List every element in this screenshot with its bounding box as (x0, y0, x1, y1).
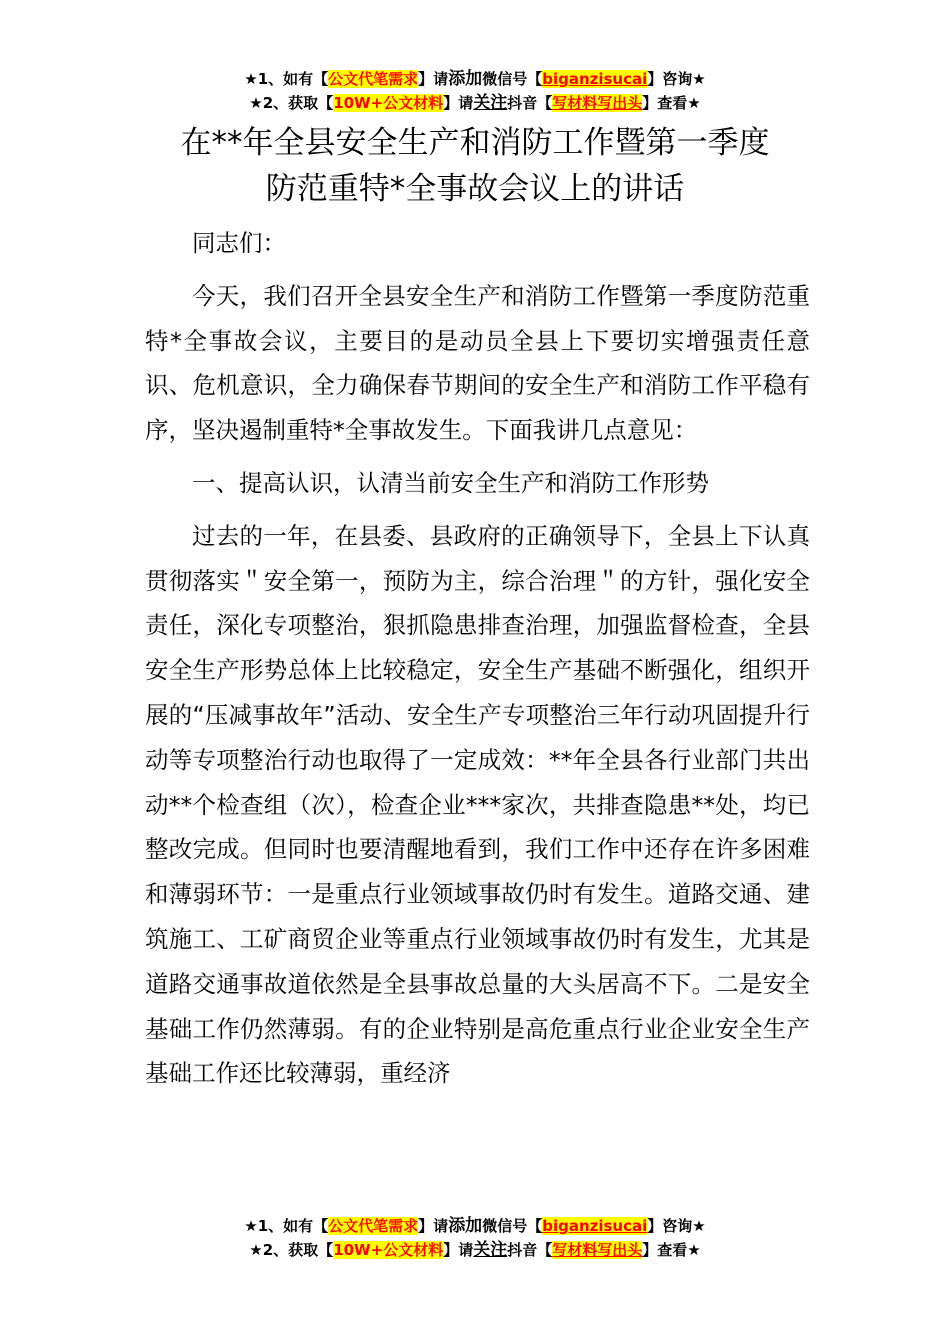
paragraph-situation: 过去的一年，在县委、县政府的正确领导下，全县上下认真贯彻落实＂安全第一，预防为主，综合治理＂的方针，强化安全责任，深化专项整治，狠抓隐患排查治理，加强监督检查，全县安全生产形势总体上比较稳定，安全生产基础不断强化，组织开展的“压减事故年”活动、安全生产专项整治三年行动巩固提升行动等专项整治行动也取得了一定成效：**年全县各行业部门共出动**个检查组（次），检查企业***家次，共排查隐患**处，均已整改完成。但同时也要清醒地看到，我们工作中还存在许多困难和薄弱环节：一是重点行业领域事故仍时有发生。道路交通、建筑施工、工矿商贸企业等重点行业领域事故仍时有发生，尤其是道路交通事故道依然是全县事故总量的大头居高不下。二是安全基础工作仍然薄弱。有的企业特别是高危重点行业企业安全生产基础工作还比较薄弱，重经济 (145, 521, 810, 1088)
promo-materials-highlight: 10W+公文材料 (333, 94, 444, 112)
promo-service-highlight: 公文代笔需求 (328, 1217, 419, 1235)
promo-line-2-mid: 】请 (443, 1241, 474, 1259)
promo-line-2-prefix: ★2、获取【 (249, 94, 334, 112)
promo-line-1-mid2: 微信号【 (482, 1217, 543, 1235)
promo-line-2-mid2: 抖音【 (507, 94, 553, 112)
promo-line-1-prefix: ★1、如有【 (244, 70, 329, 88)
douyin-account-link[interactable]: 写材料写出头 (552, 94, 643, 112)
promo-line-2 (0, 1238, 950, 1262)
document-title (0, 120, 950, 212)
paragraph-intro: 今天，我们召开全县安全生产和消防工作暨第一季度防范重特*全事故会议，主要目的是动员全县上下要切实增强责任意识、危机意识，全力确保春节期间的安全生产和消防工作平稳有序，坚决遏制重特*全事故发生。下面我讲几点意见： (145, 281, 810, 445)
footer-promo-banner (0, 1214, 950, 1262)
promo-line-1-suffix: 】咨询★ (647, 70, 706, 88)
promo-line-1-prefix: ★1、如有【 (244, 1217, 329, 1235)
promo-line-2-mid: 】请 (443, 94, 474, 112)
promo-line-2-mid2: 抖音【 (507, 1241, 553, 1259)
promo-line-1-emphasis: 添加 (448, 69, 483, 89)
promo-line-1-suffix: 】咨询★ (647, 1217, 706, 1235)
promo-materials-highlight: 10W+公文材料 (333, 1241, 444, 1259)
promo-line-1-mid: 】请 (418, 1217, 449, 1235)
promo-line-2-suffix: 】查看★ (642, 1241, 701, 1259)
promo-line-1-mid2: 微信号【 (482, 70, 543, 88)
wechat-id-link[interactable]: biganzisucai (542, 1217, 648, 1235)
salutation: 同志们： (192, 229, 286, 257)
promo-line-2-suffix: 】查看★ (642, 94, 701, 112)
promo-line-1-emphasis: 添加 (448, 1216, 483, 1236)
promo-line-2 (0, 91, 950, 115)
title-line-1: 在**年全县安全生产和消防工作暨第一季度 (180, 125, 770, 161)
section-heading: 一、提高认识，认清当前安全生产和消防工作形势 (192, 468, 709, 497)
promo-line-1 (0, 1214, 950, 1238)
douyin-account-link[interactable]: 写材料写出头 (552, 1241, 643, 1259)
document-body (145, 221, 810, 1104)
title-line-2: 防范重特*全事故会议上的讲话 (265, 171, 685, 207)
header-promo-banner (0, 67, 950, 115)
promo-line-1-mid: 】请 (418, 70, 449, 88)
promo-service-highlight: 公文代笔需求 (328, 70, 419, 88)
promo-line-1 (0, 67, 950, 91)
promo-line-2-emphasis: 关注 (473, 93, 508, 113)
promo-line-2-emphasis: 关注 (473, 1240, 508, 1260)
wechat-id-link[interactable]: biganzisucai (542, 70, 648, 88)
promo-line-2-prefix: ★2、获取【 (249, 1241, 334, 1259)
